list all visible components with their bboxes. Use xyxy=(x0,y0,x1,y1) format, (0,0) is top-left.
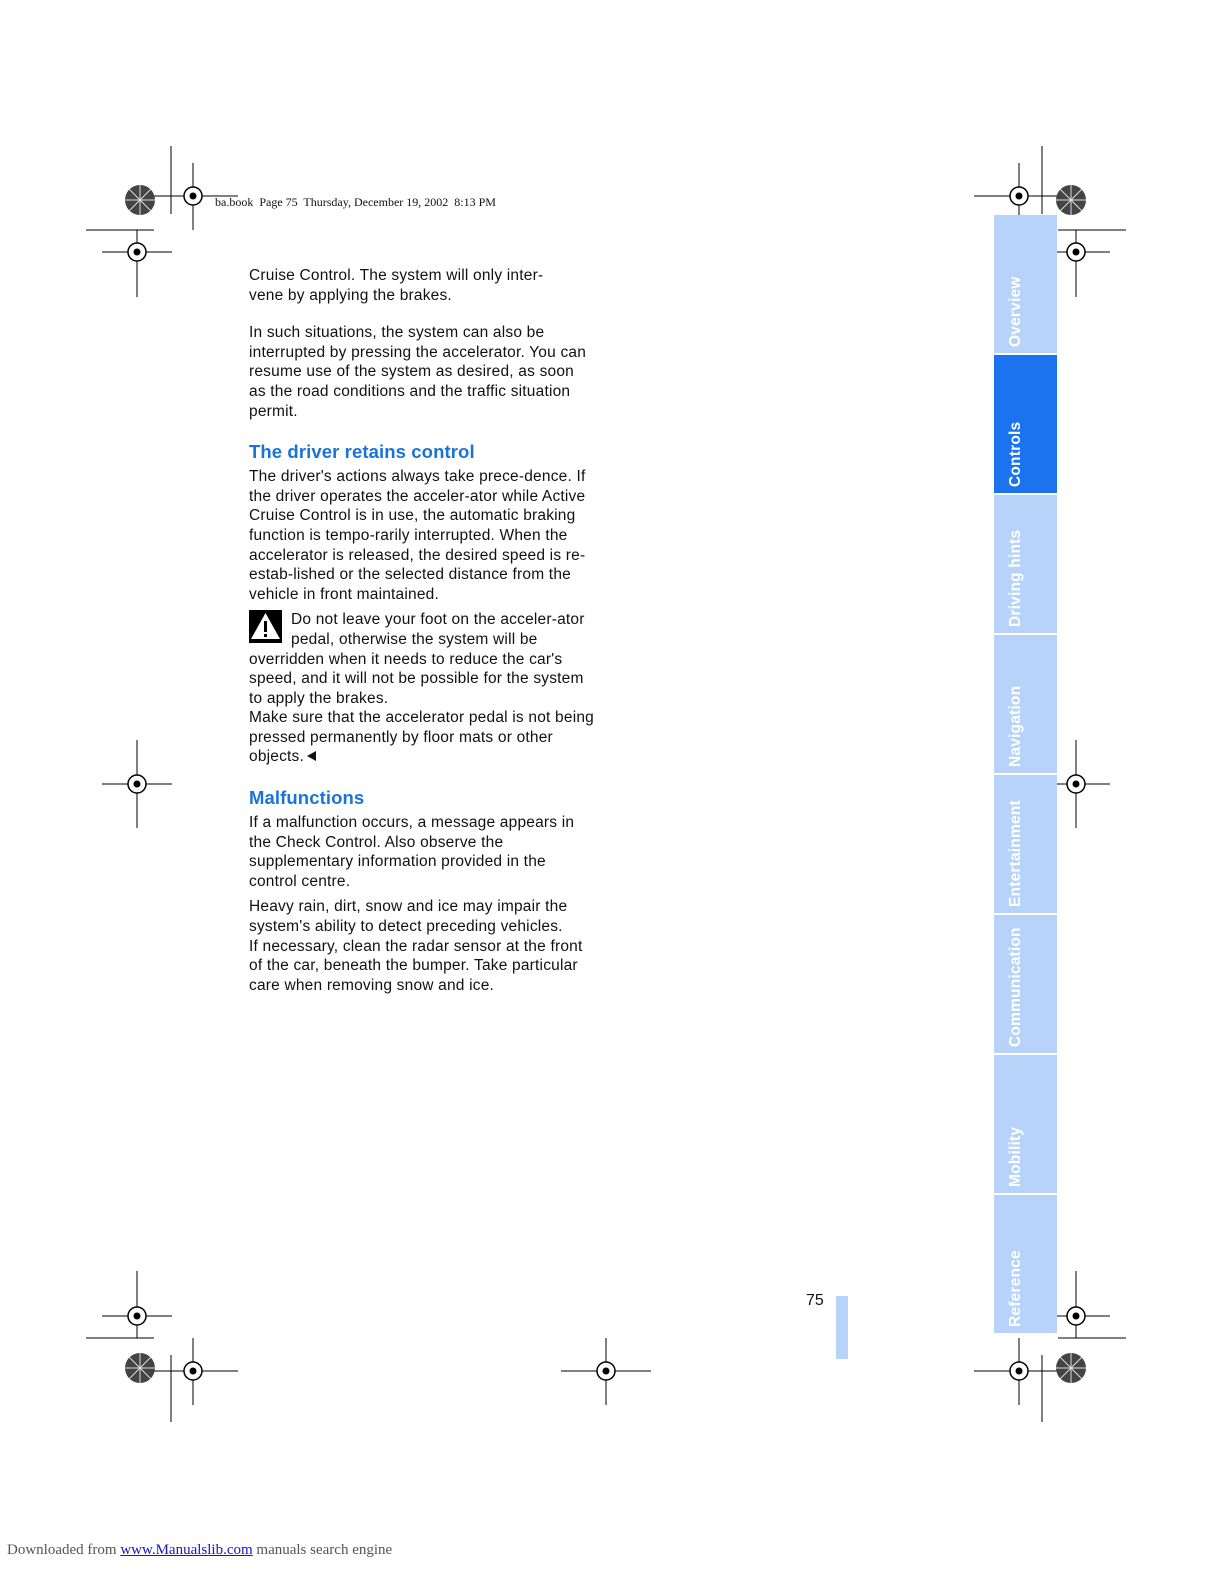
end-mark-icon xyxy=(307,751,316,761)
tab-label: Entertainment xyxy=(1007,800,1024,907)
main-column xyxy=(249,266,594,995)
tab-label: Controls xyxy=(1007,421,1024,487)
tab-navigation[interactable] xyxy=(994,635,1057,773)
tab-label: Navigation xyxy=(1007,685,1024,767)
paragraph-continued xyxy=(249,266,594,305)
paragraph-driver-precedence: The driver's actions always take prece-dence. If the driver operates the acceler-ator while Active Cruise Control is in use, the automatic braking function is tempo-rarily interrupted. When the accelerator is released, the desired speed is re-estab-lished or the selected distance from the vehicle in front maintained. xyxy=(249,468,586,603)
page-number: 75 xyxy=(806,1292,824,1309)
warning-triangle-icon xyxy=(249,610,282,643)
tab-overview[interactable] xyxy=(994,215,1057,353)
tab-label: Overview xyxy=(1007,276,1024,347)
page-number-bar xyxy=(836,1296,848,1359)
tab-reference[interactable] xyxy=(994,1195,1057,1333)
heading-driver-retains-control: The driver retains control xyxy=(249,441,475,463)
footer-suffix: manuals search engine xyxy=(252,1542,393,1558)
tab-entertainment[interactable] xyxy=(994,775,1057,913)
paragraph-clean-sensor: If necessary, clean the radar sensor at the front of the car, beneath the bumper. Take particular care when removing snow and ice. xyxy=(249,937,583,994)
paragraph-continued-line2: vene by applying the brakes. xyxy=(249,286,452,304)
paragraph-interruption: In such situations, the system can also be interrupted by pressing the accelerator. You can resume use of the system as desired, as soon as the road conditions and the traffic situation permit. xyxy=(249,324,587,420)
tab-label: Reference xyxy=(1007,1250,1024,1327)
paragraph-weather-impair: Heavy rain, dirt, snow and ice may impair the system's ability to detect preceding vehicles. xyxy=(249,898,568,936)
download-footer xyxy=(7,1542,392,1559)
footer-link[interactable]: www.Manualslib.com xyxy=(120,1542,253,1558)
warning-text-2-body: Make sure that the accelerator pedal is not being pressed permanently by floor mats or other objects. xyxy=(249,709,594,766)
print-header: ba.book Page 75 Thursday, December 19, 2002 8:13 PM xyxy=(215,195,496,209)
tab-controls[interactable] xyxy=(994,355,1057,493)
heading-malfunctions: Malfunctions xyxy=(249,787,365,809)
paragraph-continued-line1: Cruise Control. The system will only inter- xyxy=(249,267,544,284)
tab-label: Mobility xyxy=(1007,1126,1024,1187)
tab-mobility[interactable] xyxy=(994,1055,1057,1193)
warning-block xyxy=(249,610,594,767)
tab-communication[interactable] xyxy=(994,915,1057,1053)
tab-label: Driving hints xyxy=(1007,529,1024,627)
tab-driving-hints[interactable] xyxy=(994,495,1057,633)
section-tabs xyxy=(994,215,1057,1335)
warning-text-2 xyxy=(249,708,594,767)
tab-label: Communication xyxy=(1007,927,1024,1047)
footer-prefix: Downloaded from xyxy=(7,1542,121,1558)
warning-text-1: Do not leave your foot on the acceler-ator pedal, otherwise the system will be overridden when it needs to reduce the car's speed, and it will not be possible for the system to apply the brakes. xyxy=(249,611,585,707)
paragraph-malfunction-message: If a malfunction occurs, a message appears in the Check Control. Also observe the supplementary information provided in the control centre. xyxy=(249,814,575,890)
